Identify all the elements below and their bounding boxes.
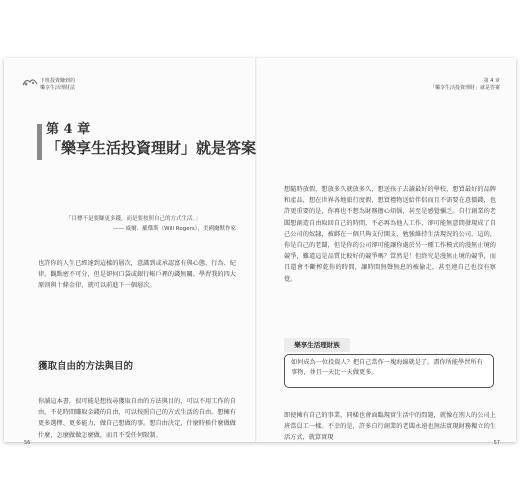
right-page	[258, 58, 516, 446]
right-page-number: 57	[493, 440, 500, 446]
epigraph-attribution: —— 威爾．羅傑斯（Will Rogers），美國幽默作家	[112, 226, 236, 232]
chapter-title: 「樂享生活投資理財」就是答案	[46, 139, 257, 157]
epigraph	[66, 214, 236, 234]
right-header-line1: 第 4 章	[483, 78, 500, 84]
chapter-number: 第 4 章	[46, 122, 91, 137]
section-heading: 獲取自由的方法與目的	[38, 361, 134, 372]
chapter-title-block	[46, 122, 256, 158]
body-paragraph-3: 想隨時放假，想放多久就放多久，想送孩子去讀最好的學校，想買最好的品牌和產品，想在世界各地旅行度假，想買禮物送給伴侶而且不需要在意價錢，也許更重要的是，你再也不想為財務擔心煩惱，甚至是感覺彌乏。自行創業的老闆想創造自由取回自己的時間，不必再為他人工作，卻可能無意間發現成了自己公司的奴隸，被綁在一個只夠支付開支、勉強維持生活現況的公司，這的，你是自己的老闆，但是你的公司卻可能讓你處於另一種工作模式的漫無止境的競爭，難道這是品質比較好的競爭嗎？當然是！但終究是漫無止境的競爭，而且還會不斷榨乾你的時間，讓時間無聲無息的被偷走，甚至連自己也沒有察覺。	[284, 186, 496, 283]
right-header-line2: 「樂享生活投資理財」就是答案	[429, 85, 500, 91]
chapter-accent-bar	[37, 124, 42, 160]
left-page	[4, 58, 257, 446]
left-header-line2: 樂享生活理財法	[40, 85, 76, 91]
body-paragraph-2: 你讀這本書，很可能是想找尋獲取自由的方法與目的，可以不用工作的自由，不花時間賺取金錢的自由，可以按照自己的方式生活的自由。想擁有更多選擇、更多能力，做自己想做的事。想自由決定，什麼時候什麼做做什麼，怎麼做做怎麼做，而且不受任何限制。	[38, 398, 236, 439]
right-running-header	[430, 78, 500, 92]
body-paragraph-1: 也許你的人生已經達到這樣的層次，意識到或承認富有與心態、行為、紀律、觀點密不可分，但是卻何口袋或銀行帳戶裡的錢無關。學習我的四大原則與十條金律，就可以前進下一個層次。	[38, 260, 236, 290]
sidebar-tag: 樂享生活理財族	[284, 338, 350, 352]
left-page-number: 56	[24, 440, 31, 446]
book-logo-icon	[22, 77, 38, 87]
callout-box: 如何成為一位投資人？把自己當作一塊海綿就是了。盡你所能學習所有事物，並且一天比一天做更多。	[284, 354, 494, 388]
body-paragraph-4: 即使擁有自己的事業，同樣也會面臨現實生活中的問題，就像在別人的公司上班當員工一樣。不幸的是，許多自行創業的老闆永遠也無法實現財務獨立的生活方式，就算實現	[284, 412, 496, 442]
left-header-line1: 下班投資賺到的	[40, 78, 76, 84]
epigraph-text: 「目標不是要賺更多錢，而是要按照自己的方式生活。」	[66, 216, 201, 222]
